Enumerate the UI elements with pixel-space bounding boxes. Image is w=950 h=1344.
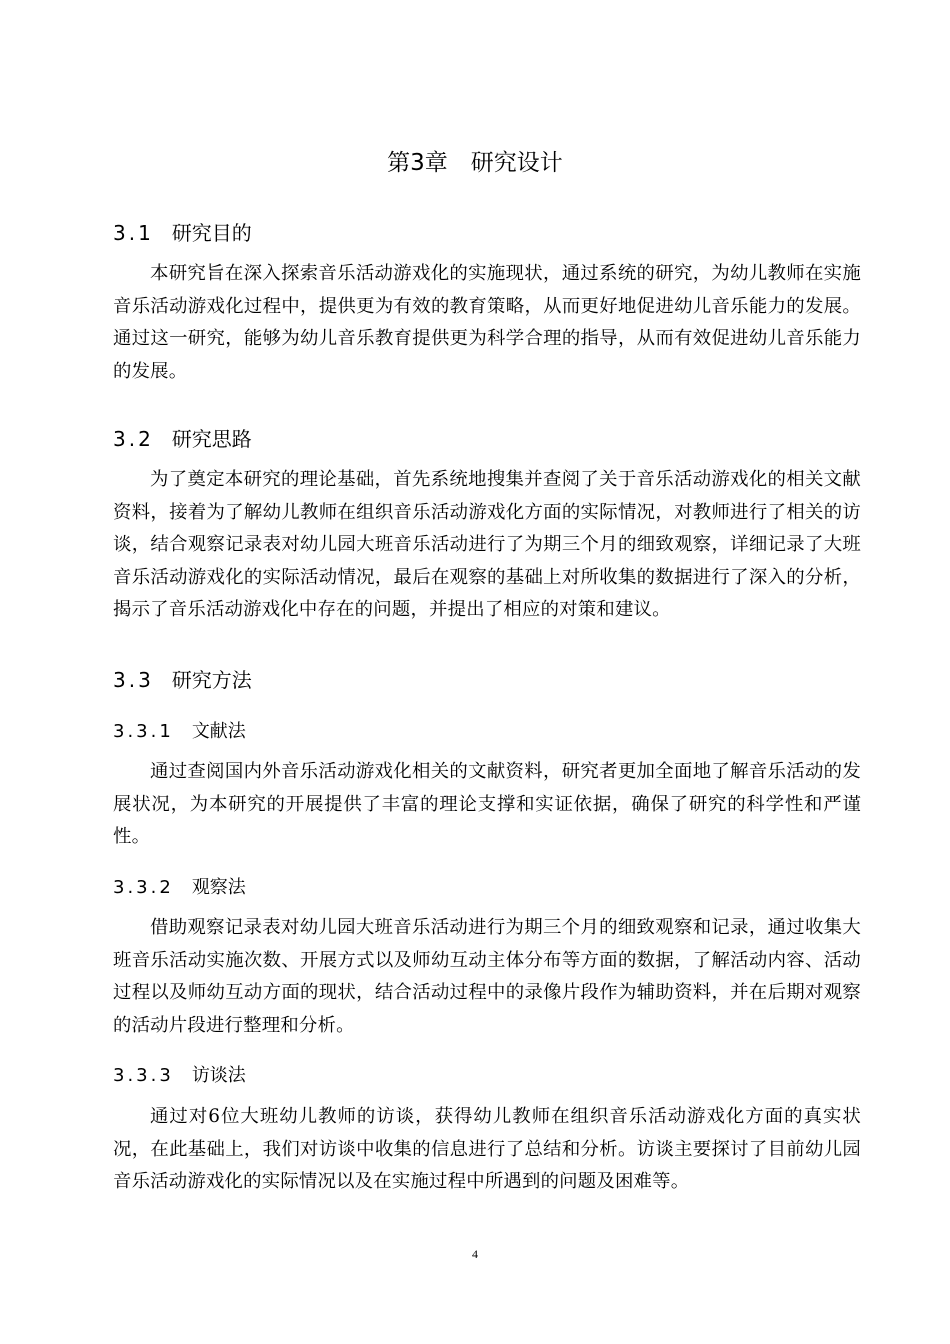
subsection-number: 3.3.1 xyxy=(113,721,174,742)
subsection-title: 访谈法 xyxy=(191,1065,246,1086)
paragraph-literature-method: 通过查阅国内外音乐活动游戏化相关的文献资料，研究者更加全面地了解音乐活动的发展状况，为本研究的开展提供了丰富的理论支撑和实证依据，确保了研究的科学性和严谨性。 xyxy=(113,761,861,847)
subsection-title: 观察法 xyxy=(191,877,246,898)
section-title: 研究方法 xyxy=(171,668,252,692)
section-number: 3.1 xyxy=(113,221,154,245)
section-heading-3-1 xyxy=(113,218,252,248)
section-title: 研究思路 xyxy=(171,427,252,451)
section-heading-3-2 xyxy=(113,424,252,454)
paragraph-interview-method: 通过对6位大班幼儿教师的访谈，获得幼儿教师在组织音乐活动游戏化方面的真实状况，在此基础上，我们对访谈中收集的信息进行了总结和分析。访谈主要探讨了目前幼儿园音乐活动游戏化的实际情况以及在实施过程中所遇到的问题及困难等。 xyxy=(113,1106,861,1192)
paragraph-research-approach: 为了奠定本研究的理论基础，首先系统地搜集并查阅了关于音乐活动游戏化的相关文献资料，接着为了解幼儿教师在组织音乐活动游戏化方面的实际情况，对教师进行了相关的访谈，结合观察记录表对幼儿园大班音乐活动进行了为期三个月的细致观察，详细记录了大班音乐活动游戏化的实际活动情况，最后在观察的基础上对所收集的数据进行了深入的分析，揭示了音乐活动游戏化中存在的问题，并提出了相应的对策和建议。 xyxy=(113,469,861,620)
section-heading-3-3 xyxy=(113,665,252,695)
chapter-title: 第3章 研究设计 xyxy=(387,150,563,176)
subsection-number: 3.3.3 xyxy=(113,1065,174,1086)
section-number: 3.3 xyxy=(113,668,154,692)
section-title: 研究目的 xyxy=(171,221,252,245)
paragraph-observation-method: 借助观察记录表对幼儿园大班音乐活动进行为期三个月的细致观察和记录，通过收集大班音乐活动实施次数、开展方式以及师幼互动主体分布等方面的数据，了解活动内容、活动过程以及师幼互动方面的现状，结合活动过程中的录像片段作为辅助资料，并在后期对观察的活动片段进行整理和分析。 xyxy=(113,917,861,1036)
page-number: 4 xyxy=(472,1247,478,1261)
subsection-title: 文献法 xyxy=(191,721,246,742)
paragraph-research-purpose: 本研究旨在深入探索音乐活动游戏化的实施现状，通过系统的研究，为幼儿教师在实施音乐活动游戏化过程中，提供更为有效的教育策略，从而更好地促进幼儿音乐能力的发展。通过这一研究，能够为幼儿音乐教育提供更为科学合理的指导，从而有效促进幼儿音乐能力的发展。 xyxy=(113,263,861,382)
section-number: 3.2 xyxy=(113,427,154,451)
subsection-heading-3-3-3 xyxy=(113,1062,246,1090)
subsection-number: 3.3.2 xyxy=(113,877,174,898)
subsection-heading-3-3-2 xyxy=(113,874,246,902)
subsection-heading-3-3-1 xyxy=(113,718,246,746)
